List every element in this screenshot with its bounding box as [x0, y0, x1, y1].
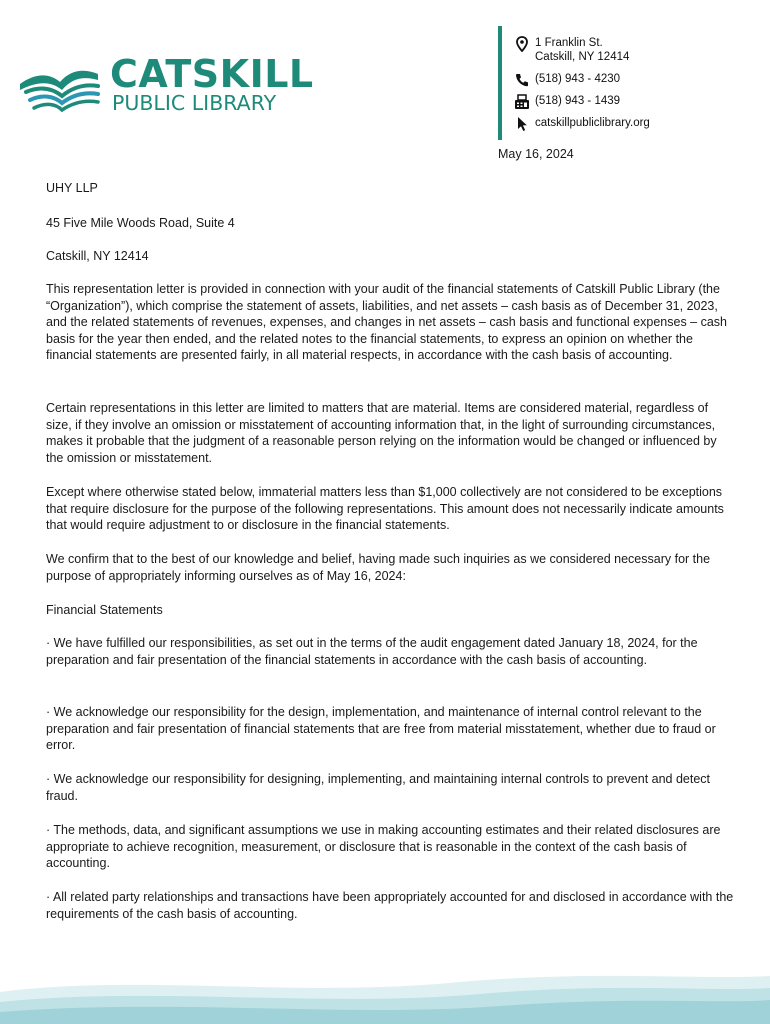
recipient-name: UHY LLP: [46, 181, 98, 195]
bullet-item: · The methods, data, and significant assumptions we use in making accounting estimates and their related disclosures are appropriate to achieve recognition, measurement, or disclosure that is reasonable in the context of the cash basis of accounting.: [46, 823, 721, 871]
fax-number: (518) 943 - 1439: [535, 95, 621, 107]
paragraph-materiality: Certain representations in this letter are limited to matters that are material. Items are considered material, regardless of size, if they involve an omission or misstatement of accounting information that, in the light of surrounding circumstances, makes it probable that the judgment of a reasonable person relying on the information would be changed or influenced by the omission or misstatement.: [46, 401, 717, 465]
letter-date: May 16, 2024: [498, 147, 574, 161]
phone-number: (518) 943 - 4230: [535, 73, 621, 85]
book-logo-icon: [18, 60, 100, 112]
recipient-city: Catskill, NY 12414: [46, 249, 149, 263]
bullet-item: · We acknowledge our responsibility for designing, implementing, and maintaining internal controls to prevent and detect fraud.: [46, 772, 711, 803]
contact-address: [514, 36, 764, 66]
bullet-item: · We have fulfilled our responsibilities, as set out in the terms of the audit engagement dated January 18, 2024, for the preparation and fair presentation of the financial statements in accordance with the cash basis of accounting.: [46, 636, 698, 667]
bullet-item: · All related party relationships and transactions have been appropriately accounted for and disclosed in accordance with the requirements of the cash basis of accounting.: [46, 890, 734, 921]
paragraph-threshold: Except where otherwise stated below, immaterial matters less than $1,000 collectively are not considered to be exceptions that require disclosure for the purpose of the following representations. This amount does not necessarily indicate amounts that would require adjustment to or disclosure in the financial statements.: [46, 485, 724, 533]
letterhead-divider: [498, 26, 502, 140]
paragraph-introduction: This representation letter is provided in connection with your audit of the financial statements of Catskill Public Library (the “Organization”), which comprise the statement of assets, liabilities, and net assets – cash basis as of December 31, 2023, and the related statements of revenues, expenses, and changes in net assets – cash basis and functional expenses – cash basis for the year then ended, and the related notes to the financial statements, to express an opinion on whether the financial statements are presented fairly, in all material respects, in accordance with the cash basis of accounting.: [46, 282, 727, 363]
website-link[interactable]: catskillpubliclibrary.org: [535, 117, 650, 129]
address-line-2: Catskill, NY 12414: [535, 51, 630, 63]
contact-fax: [514, 94, 764, 112]
cursor-icon: [514, 116, 530, 132]
contact-phone: [514, 72, 764, 90]
location-pin-icon: [514, 36, 530, 52]
logo-org-name: CATSKILL: [110, 52, 314, 96]
bullet-item: · We acknowledge our responsibility for the design, implementation, and maintenance of internal control relevant to the preparation and fair presentation of financial statements that are free from material misstatement, whether due to fraud or error.: [46, 705, 716, 753]
section-heading-financial-statements: Financial Statements: [46, 603, 163, 617]
contact-website: [514, 116, 764, 134]
library-logo: [18, 52, 314, 116]
footer-wave-decoration: [0, 968, 770, 1024]
phone-icon: [514, 72, 530, 88]
paragraph-confirmation: We confirm that to the best of our knowledge and belief, having made such inquiries as we considered necessary for the purpose of appropriately informing ourselves as of May 16, 2024:: [46, 552, 711, 583]
fax-icon: [514, 94, 530, 110]
logo-org-subtitle: PUBLIC LIBRARY: [112, 91, 277, 115]
recipient-street: 45 Five Mile Woods Road, Suite 4: [46, 216, 235, 230]
contact-block: [514, 36, 764, 134]
address-line-1: 1 Franklin St.: [535, 37, 603, 49]
